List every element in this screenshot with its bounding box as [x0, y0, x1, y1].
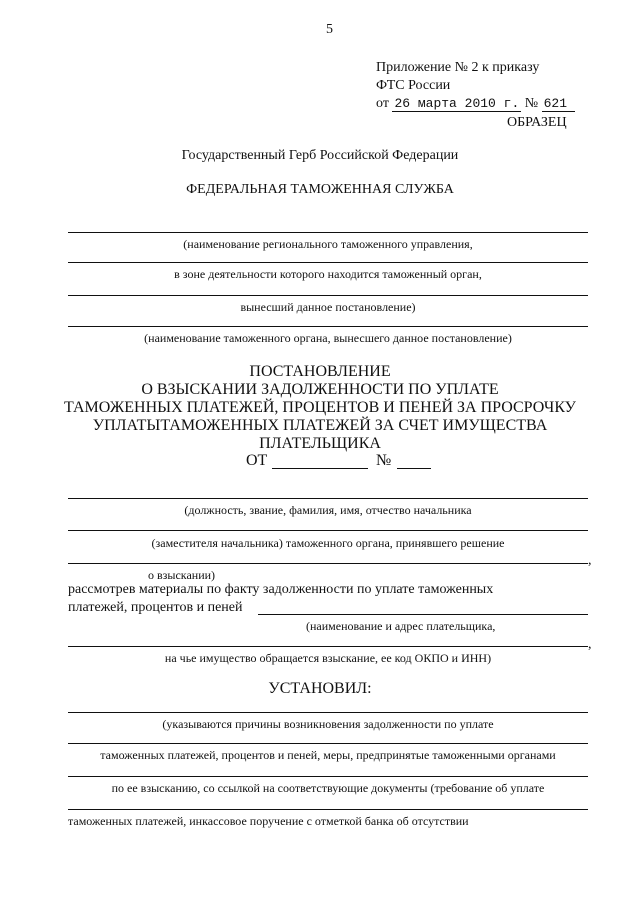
hint-reasons-2: таможенных платежей, процентов и пеней, меры, предпринятые таможенными органами: [100, 748, 556, 762]
fill-line: [258, 614, 588, 615]
agency-name: ФЕДЕРАЛЬНАЯ ТАМОЖЕННАЯ СЛУЖБА: [186, 182, 454, 197]
appendix-date-line: [376, 96, 575, 112]
fill-line: [68, 646, 588, 647]
comma-mark: ,: [588, 637, 592, 652]
title-line-3: ТАМОЖЕННЫХ ПЛАТЕЖЕЙ, ПРОЦЕНТОВ И ПЕНЕЙ ЗА ПРОСРОЧКУ: [63, 399, 576, 416]
hint-customs-body: (наименование таможенного органа, вынесшего данное постановление): [144, 331, 512, 345]
appendix-number-value: 621: [542, 96, 575, 112]
title-from-label: ОТ: [246, 452, 268, 469]
appendix-line-1: Приложение № 2 к приказу: [376, 60, 540, 75]
considered-line-2: платежей, процентов и пеней: [68, 600, 243, 615]
hint-official-3: о взыскании): [148, 568, 216, 582]
fill-line: [68, 232, 588, 233]
hint-reasons-4: таможенных платежей, инкассовое поручение с отметкой банка об отсутствии: [68, 814, 469, 828]
appendix-date-prefix: от: [376, 96, 389, 111]
hint-regional-1: (наименование регионального таможенного управления,: [183, 237, 473, 251]
fill-line: [68, 262, 588, 263]
fill-line: [68, 326, 588, 327]
title-line-5: ПЛАТЕЛЬЩИКА: [259, 435, 381, 452]
hint-payer-2: на чье имущество обращается взыскание, ее код ОКПО и ИНН): [164, 651, 492, 665]
fill-line: [68, 809, 588, 810]
number-fill-line: [397, 468, 431, 469]
considered-line-1: рассмотрев материалы по факту задолженности по уплате таможенных: [68, 582, 494, 597]
hint-regional-2: в зоне деятельности которого находится таможенный орган,: [174, 267, 482, 281]
comma-mark: ,: [588, 553, 592, 568]
title-line-2: О ВЗЫСКАНИИ ЗАДОЛЖЕННОСТИ ПО УПЛАТЕ: [141, 381, 499, 398]
appendix-number-sign: №: [524, 96, 539, 111]
fill-line: [68, 498, 588, 499]
title-line-1: ПОСТАНОВЛЕНИЕ: [249, 363, 391, 380]
fill-line: [68, 563, 588, 564]
hint-regional-3: вынесший данное постановление): [240, 300, 416, 314]
fill-line: [68, 295, 588, 296]
established-heading: УСТАНОВИЛ:: [268, 680, 372, 697]
sample-label: ОБРАЗЕЦ: [507, 115, 567, 130]
emblem-caption: Государственный Герб Российской Федерации: [181, 148, 459, 163]
fill-line: [68, 743, 588, 744]
appendix-date-value: 26 марта 2010 г.: [394, 96, 520, 111]
hint-reasons-1: (указываются причины возникновения задолженности по уплате: [162, 717, 494, 731]
date-fill-line: [272, 468, 368, 469]
fill-line: [68, 530, 588, 531]
hint-payer-1: (наименование и адрес плательщика,: [306, 619, 496, 633]
hint-official-1: (должность, звание, фамилия, имя, отчество начальника: [184, 503, 472, 517]
title-line-4: УПЛАТЫТАМОЖЕННЫХ ПЛАТЕЖЕЙ ЗА СЧЕТ ИМУЩЕСТВА: [92, 417, 548, 434]
fill-line: [68, 776, 588, 777]
hint-reasons-3: по ее взысканию, со ссылкой на соответствующие документы (требование об уплате: [111, 781, 545, 795]
hint-official-2: (заместителя начальника) таможенного органа, принявшего решение: [151, 536, 505, 550]
page-number: 5: [326, 22, 333, 37]
fill-line: [68, 712, 588, 713]
appendix-line-2: ФТС России: [376, 78, 451, 93]
title-number-label: №: [376, 452, 392, 469]
